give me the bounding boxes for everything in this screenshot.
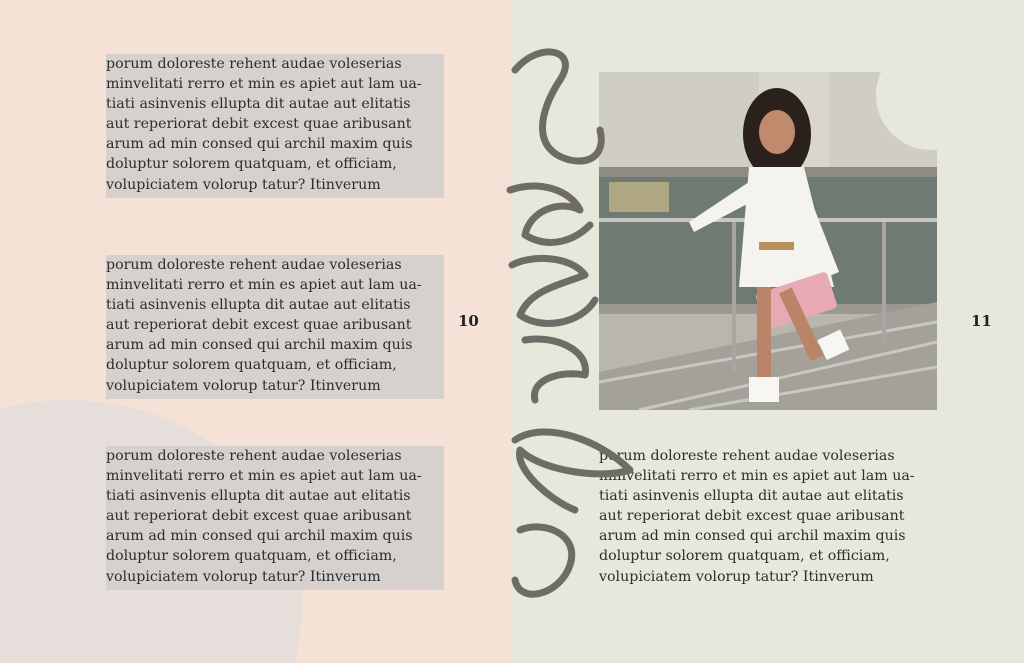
page-number-right: 11 [971,312,992,330]
left-paragraph-3: porum doloreste rehent audae voleserias minvelitati rerro et min es apiet aut lam ua- tiati asinvenis ellupta dit autae aut elitatis aut reperiorat debit excest quae aribusant arum ad min consed qui archil maxim quis doluptur solorem quatquam, et officiam, volupiciatem volorup tatur? Itinverum [106,446,444,590]
page-number-left: 10 [458,312,479,330]
left-paragraph-1: porum doloreste rehent audae voleserias minvelitati rerro et min es apiet aut lam ua- tiati asinvenis ellupta dit autae aut elitatis aut reperiorat debit excest quae aribusant arum ad min consed qui archil maxim quis doluptur solorem quatquam, et officiam, volupiciatem volorup tatur? Itinverum [106,54,444,198]
photo-decorative-cutout [876,40,986,150]
right-paragraph: porum doloreste rehent audae voleserias minvelitati rerro et min es apiet aut lam ua- tiati asinvenis ellupta dit autae aut elitatis aut reperiorat debit excest quae aribusant arum ad min consed qui archil maxim quis doluptur solorem quatquam, et officiam, volupiciatem volorup tatur? Itinverum [599,448,915,585]
left-paragraph-2: porum doloreste rehent audae voleserias minvelitati rerro et min es apiet aut lam ua- tiati asinvenis ellupta dit autae aut elitatis aut reperiorat debit excest quae aribusant arum ad min consed qui archil maxim quis doluptur solorem quatquam, et officiam, volupiciatem volorup tatur? Itinverum [106,255,444,399]
